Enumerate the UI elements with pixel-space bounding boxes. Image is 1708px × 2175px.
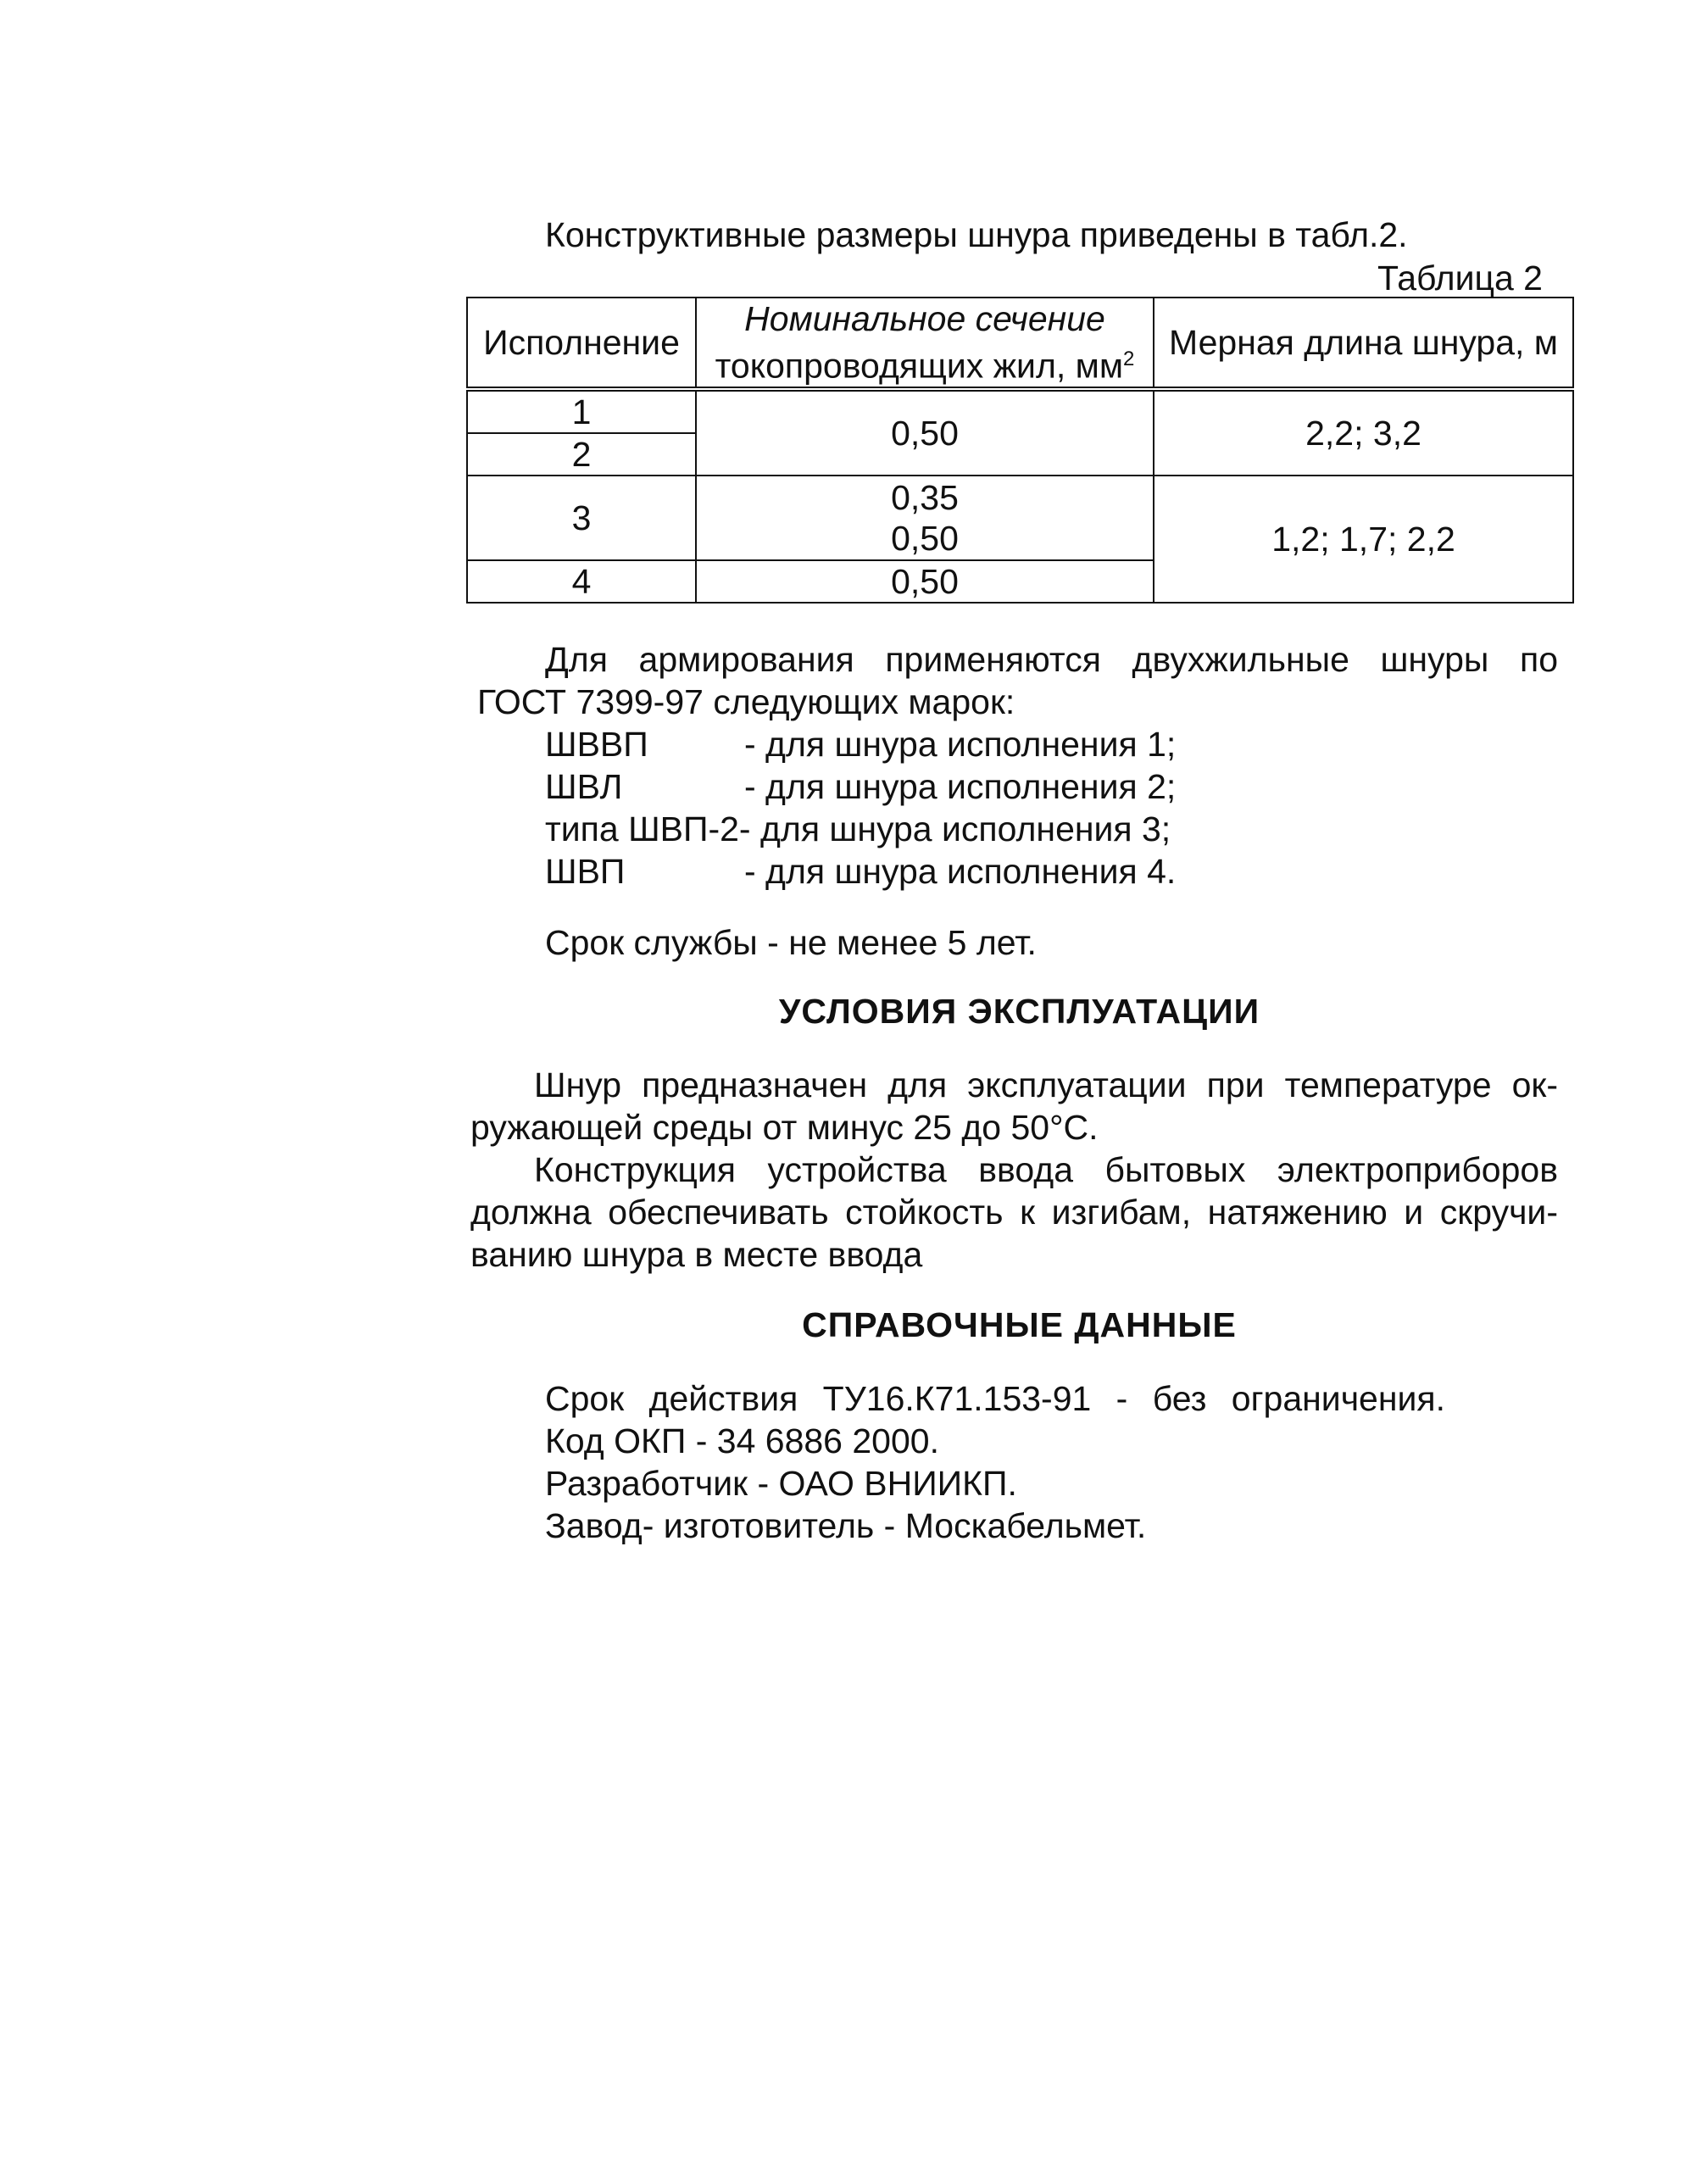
- cell-execution-2: 2: [467, 433, 696, 476]
- brand-name: типа ШВП-2-: [545, 809, 751, 848]
- cell-length-3-4: 1,2; 1,7; 2,2: [1154, 476, 1573, 603]
- conditions-paragraph2-line3: ванию шнура в месте ввода: [470, 1235, 923, 1274]
- reference-line: Завод- изготовитель - Москабельмет.: [545, 1506, 1147, 1545]
- table-intro-text: Конструктивные размеры шнура приведены в табл.2.: [545, 215, 1408, 254]
- header-unit-superscript: 2: [1123, 348, 1135, 370]
- brand-name: ШВВП: [545, 725, 648, 764]
- cord-dimensions-table: [466, 297, 1574, 604]
- brand-description: для шнура исполнения 3;: [759, 809, 1171, 848]
- header-execution: Исполнение: [467, 298, 696, 389]
- cell-execution-1: 1: [467, 389, 696, 433]
- cell-execution-3: 3: [467, 476, 696, 560]
- table-row: [467, 389, 1573, 433]
- brand-name: ШВЛ: [545, 767, 623, 806]
- reference-line: Разработчик - ОАО ВНИИКП.: [545, 1464, 1017, 1503]
- cell-section-4: 0,50: [696, 560, 1154, 603]
- cell-section-3-value-a: 0,35: [891, 477, 959, 517]
- header-nominal-section-line1: Номинальное сечение: [744, 299, 1105, 338]
- table-row: [467, 476, 1573, 560]
- table-header-row: [467, 298, 1573, 389]
- service-life-text: Срок службы - не менее 5 лет.: [545, 923, 1037, 962]
- brand-list-item: [545, 808, 1171, 850]
- brand-name: ШВП: [545, 852, 626, 891]
- cell-execution-4: 4: [467, 560, 696, 603]
- header-cord-length: Мерная длина шнура, м: [1154, 298, 1573, 389]
- header-nominal-section-line2: [697, 339, 1153, 387]
- header-nominal-section-unit: токопроводящих жил, мм: [715, 346, 1124, 386]
- operating-conditions-heading: УСЛОВИЯ ЭКСПЛУАТАЦИИ: [778, 992, 1260, 1031]
- brand-description: - для шнура исполнения 1;: [744, 725, 1177, 764]
- brand-list-item: [545, 850, 1176, 893]
- conditions-paragraph2-line2: должна обеспечивать стойкость к изгибам, натяжению и скручи-: [470, 1193, 1558, 1232]
- brand-list-item: [545, 765, 1176, 808]
- brand-description: - для шнура исполнения 4.: [744, 852, 1177, 891]
- cell-section-3: [696, 476, 1154, 560]
- reference-data-heading: СПРАВОЧНЫЕ ДАННЫЕ: [802, 1305, 1237, 1344]
- reference-line: Срок действия ТУ16.К71.153-91 - без ограничения.: [545, 1379, 1445, 1418]
- armoring-paragraph-line1: Для армирования применяются двухжильные шнуры по: [545, 640, 1558, 679]
- cell-length-1-2: 2,2; 3,2: [1154, 389, 1573, 476]
- brand-list-item: [545, 723, 1176, 765]
- conditions-paragraph1-line1: Шнур предназначен для эксплуатации при температуре ок-: [534, 1065, 1558, 1104]
- cell-section-1-2: 0,50: [696, 389, 1154, 476]
- cell-section-3-value-b: 0,50: [891, 518, 959, 558]
- brand-description: - для шнура исполнения 2;: [744, 767, 1177, 806]
- conditions-paragraph1-line2: ружающей среды от минус 25 до 50°С.: [470, 1108, 1099, 1147]
- header-nominal-section: [696, 298, 1154, 389]
- table-number-label: Таблица 2: [1377, 259, 1543, 298]
- conditions-paragraph2-line1: Конструкция устройства ввода бытовых электроприборов: [534, 1150, 1558, 1189]
- reference-line: Код ОКП - 34 6886 2000.: [545, 1421, 939, 1460]
- armoring-paragraph-line2: ГОСТ 7399-97 следующих марок:: [477, 682, 1015, 721]
